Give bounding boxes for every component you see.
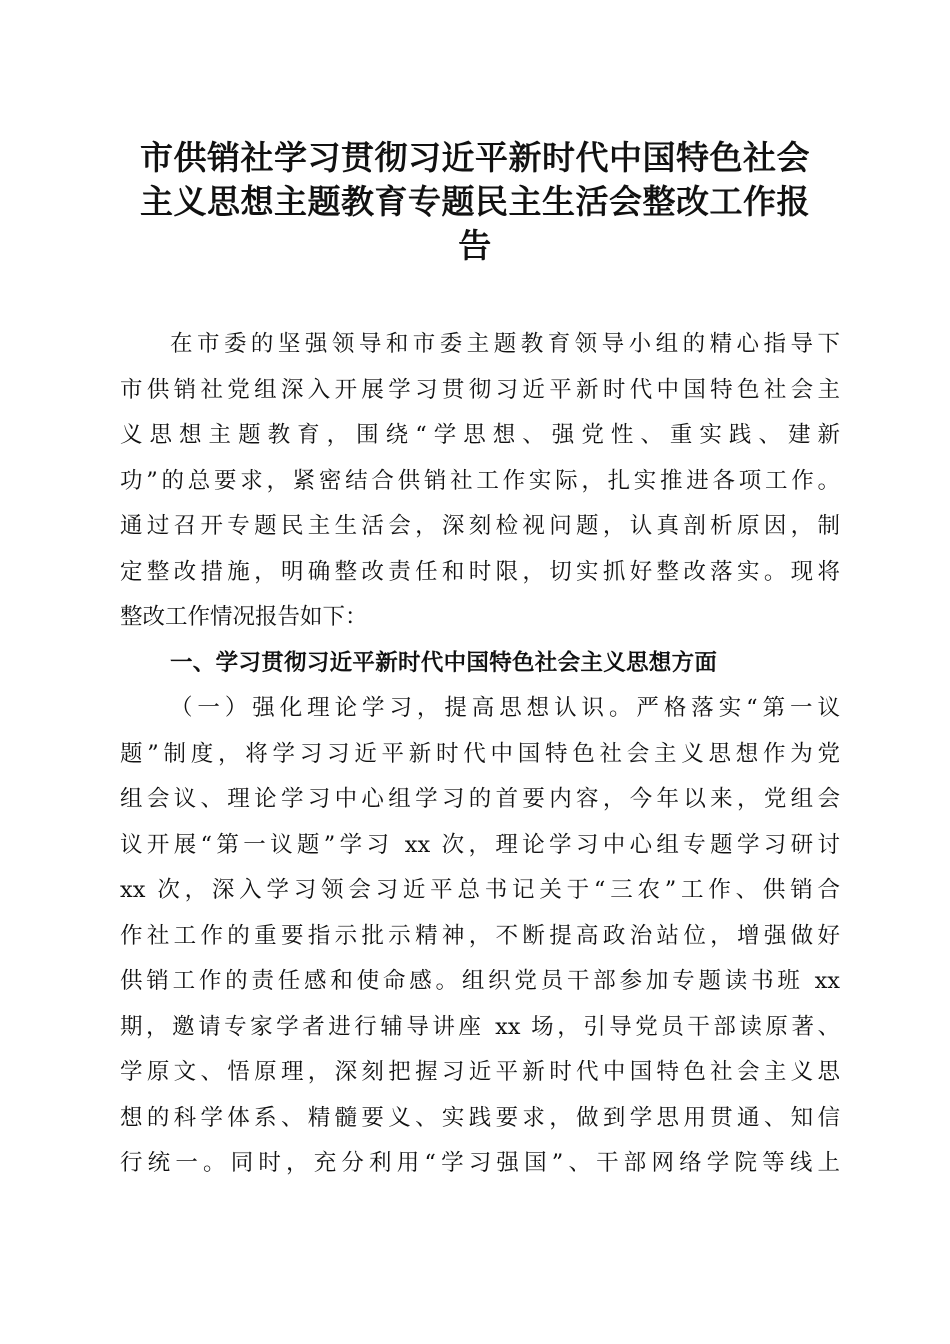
paragraph-line: 期，邀请专家学者进行辅导讲座 xx 场，引导党员干部读原著、 [120, 1013, 840, 1040]
section1-heading: 一、学习贯彻习近平新时代中国特色社会主义思想方面 [170, 649, 718, 676]
paragraph-line: 定整改措施，明确整改责任和时限，切实抓好整改落实。现将 [120, 558, 840, 585]
paragraph-line: 义思想主题教育，围绕“学思想、强党性、重实践、建新 [120, 422, 840, 448]
section-heading [120, 641, 840, 687]
paragraph-line: 作社工作的重要指示批示精神，不断提高政治站位，增强做好 [120, 922, 840, 949]
section1-paragraph [120, 686, 840, 1187]
paragraph-line: 组会议、理论学习中心组学习的首要内容，今年以来，党组会 [120, 786, 840, 812]
paragraph-line: 通过召开专题民主生活会，深刻检视问题，认真剖析原因，制 [120, 513, 840, 539]
title-line: 主义思想主题教育专题民主生活会整改工作报 [140, 182, 810, 221]
intro-paragraph [120, 322, 840, 641]
paragraph-line: 题”制度，将学习习近平新时代中国特色社会主义思想作为党 [120, 740, 840, 767]
title-line: 市供销社学习贯彻习近平新时代中国特色社会 [140, 138, 810, 177]
paragraph-line: 行统一。同时，充分利用“学习强国”、干部网络学院等线上 [120, 1150, 840, 1176]
document-title [110, 136, 840, 268]
document-body [120, 322, 840, 1187]
paragraph-line: 供销工作的责任感和使命感。组织党员干部参加专题读书班 xx [120, 968, 840, 994]
paragraph-line: 市供销社党组深入开展学习贯彻习近平新时代中国特色社会主 [120, 376, 840, 403]
title-line: 告 [458, 226, 492, 265]
paragraph-line: 议开展“第一议题”学习 xx 次，理论学习中心组专题学习研讨 [120, 831, 840, 858]
paragraph-line: 想的科学体系、精髓要义、实践要求，做到学思用贯通、知信 [120, 1104, 840, 1131]
paragraph-line: 在市委的坚强领导和市委主题教育领导小组的精心指导下 [170, 331, 840, 357]
paragraph-line: 整改工作情况报告如下： [120, 604, 368, 630]
paragraph-line: 功”的总要求，紧密结合供销社工作实际，扎实推进各项工作。 [120, 467, 840, 494]
paragraph-line: （一）强化理论学习，提高思想认识。严格落实“第一议 [170, 695, 840, 721]
paragraph-line: 学原文、悟原理，深刻把握习近平新时代中国特色社会主义思 [120, 1059, 840, 1085]
paragraph-line: xx 次，深入学习领会习近平总书记关于“三农”工作、供销合 [120, 877, 840, 903]
